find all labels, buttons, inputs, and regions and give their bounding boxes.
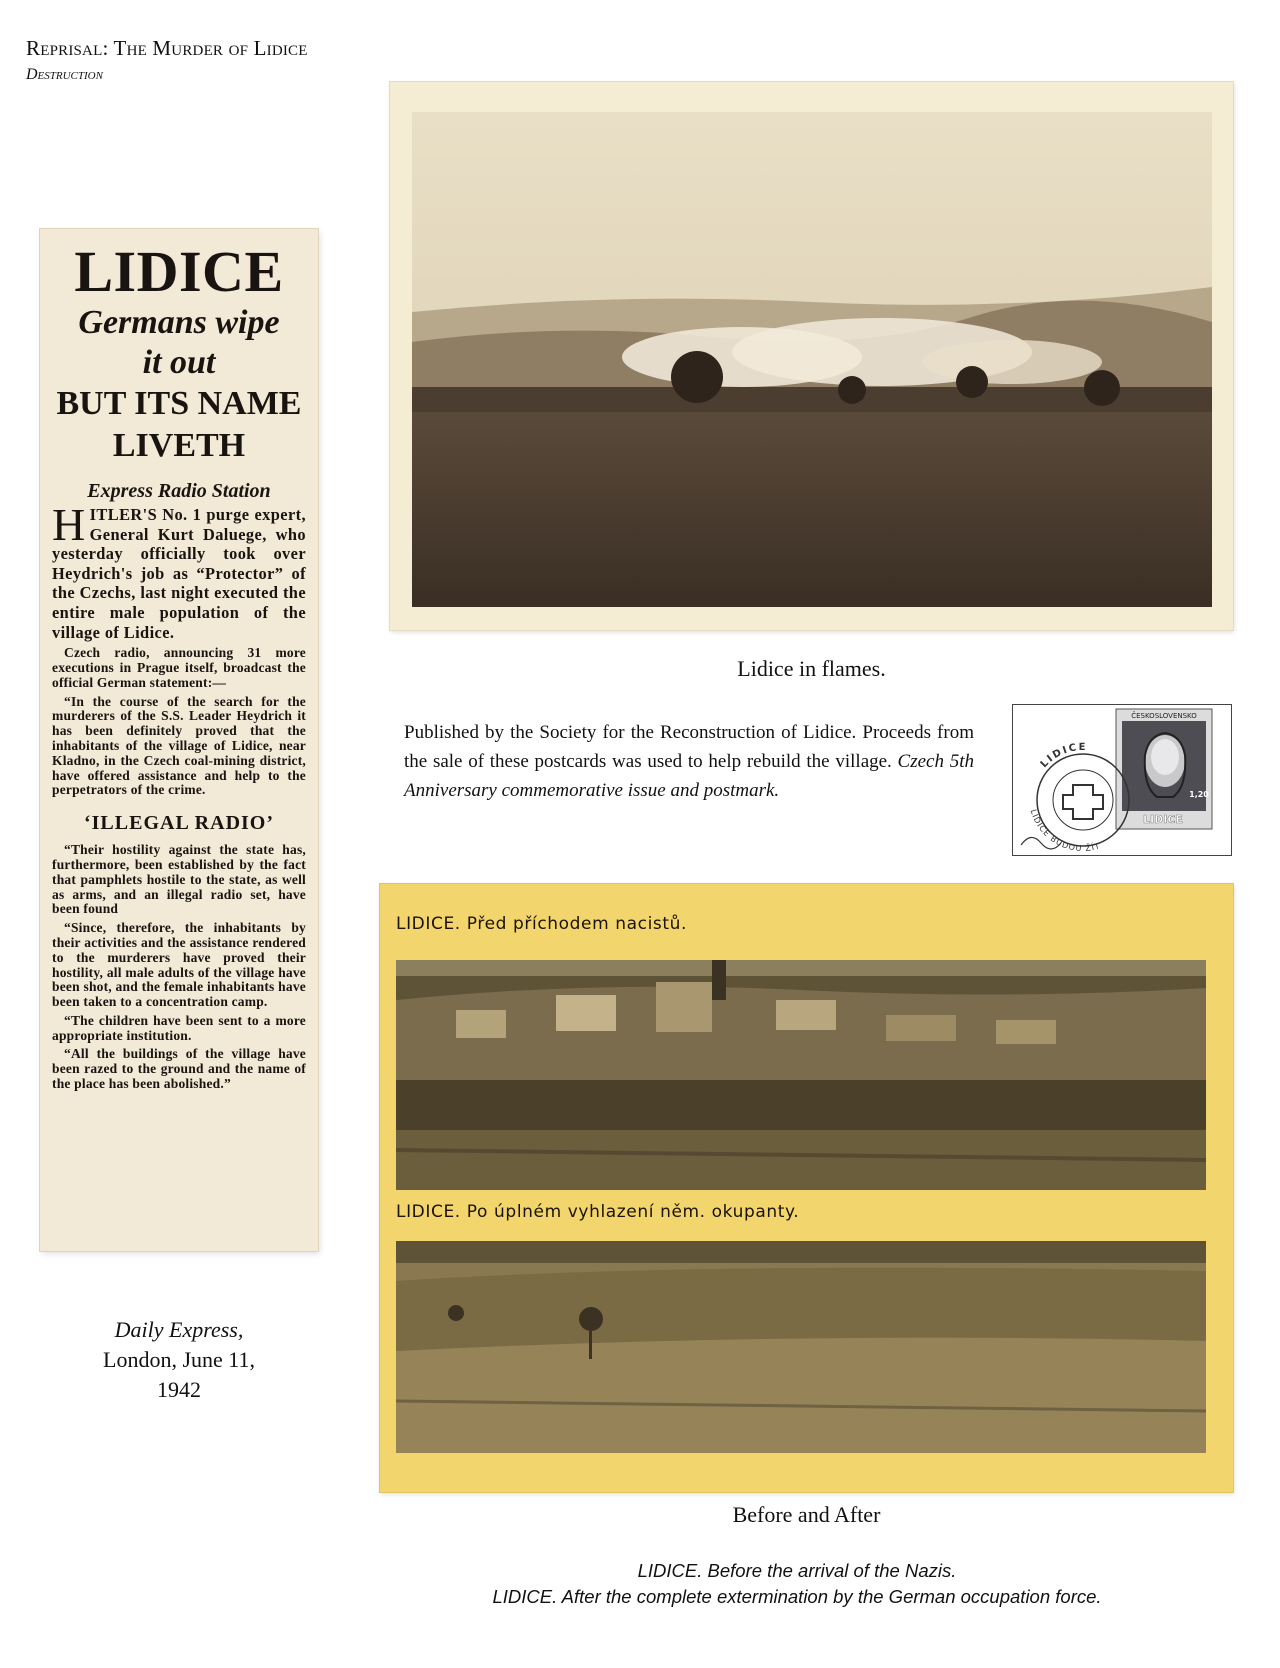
photo-village-before xyxy=(396,960,1206,1190)
postmark-top-text: LIDICE xyxy=(1038,742,1088,771)
postcard-lidice-in-flames xyxy=(390,82,1233,630)
translation-before: LIDICE. Before the arrival of the Nazis. xyxy=(637,1560,957,1581)
stamp-postmark-graphic xyxy=(1013,705,1231,855)
clipping-subhead2-line1: BUT ITS NAME xyxy=(56,385,302,422)
clipping-subhead-line2: it out xyxy=(142,344,216,381)
clipping-paragraph: “Their hostility against the state has, furthermore, been established by the fact that pamphlets hostile to the state, as well as arms, and an illegal radio set, have been found xyxy=(52,842,306,917)
clipping-paragraph: Czech radio, announcing 31 more executions in Prague itself, broadcast the official German statement:— xyxy=(52,645,306,690)
clipping-caption-place: London, June 11, xyxy=(103,1347,255,1372)
svg-text:LIDICE xyxy=(1039,742,1088,770)
clipping-caption-year: 1942 xyxy=(157,1377,201,1402)
clipping-paragraph: “The children have been sent to a more appropriate institution. xyxy=(52,1012,306,1043)
postcard2-label-before: LIDICE. Před příchodem nacistů. xyxy=(396,914,688,934)
clipping-subhead2-line2: LIVETH xyxy=(112,427,246,464)
clipping-paragraph: “Since, therefore, the inhabitants by their activities and the assistance rendered to the murderers have proved their hostility, all male adults of the village have been shot, and the female inhabitants have been taken to a concentration camp. xyxy=(52,920,306,1010)
postcard-before-and-after xyxy=(380,884,1233,1492)
publication-note xyxy=(404,718,974,805)
postmark-cross-icon xyxy=(1063,785,1103,819)
translation-after: LIDICE. After the complete extermination by the German occupation force. xyxy=(492,1586,1102,1607)
photo-village-after xyxy=(396,1241,1206,1453)
clipping-lead-paragraph: HITLER'S No. 1 purge expert, General Kurt Daluege, who yesterday officially took over Heydrich's job as “Protector” of the Czechs, last night executed the entire male population of the village of Lidice. xyxy=(52,499,306,642)
postcard2-caption: Before and After xyxy=(732,1502,881,1527)
clipping-paragraph: “All the buildings of the village have been razed to the ground and the name of the place has been abolished.” xyxy=(52,1046,306,1092)
clipping-subheading: ‘ILLEGAL RADIO’ xyxy=(83,812,275,835)
postcard2-label-after: LIDICE. Po úplném vyhlazení něm. okupanty. xyxy=(396,1202,800,1222)
stamp-country: ČESKOSLOVENSKO xyxy=(1131,712,1197,720)
stamp-name: LIDICE xyxy=(1143,813,1183,826)
clipping-byline: Express Radio Station xyxy=(87,480,271,502)
stamp-value: 1,20 xyxy=(1189,790,1209,799)
postcard1-caption: Lidice in flames. xyxy=(737,656,886,681)
publication-note-text: Published by the Society for the Reconstruction of Lidice. Proceeds from the sale of these postcards was used to help rebuild the village. xyxy=(404,722,974,772)
newspaper-clipping xyxy=(40,229,318,1251)
clipping-caption-source: Daily Express, xyxy=(114,1317,244,1342)
postmark-bottom-text: LIDICE BUDOU ŽÍT xyxy=(1028,808,1102,854)
stamp-and-postmark xyxy=(1012,704,1232,856)
page-subtitle: Destruction xyxy=(26,66,103,83)
clipping-subhead-line1: Germans wipe xyxy=(78,304,280,341)
clipping-caption xyxy=(40,1315,318,1405)
clipping-headline: LIDICE xyxy=(74,239,284,304)
publication-note-italic: Czech 5th Anniversary commemorative issue and postmark. xyxy=(404,751,974,801)
page-title: Reprisal: The Murder of Lidice xyxy=(26,36,308,60)
photo-village-burning xyxy=(412,112,1212,607)
clipping-paragraph: “In the course of the search for the murderers of the S.S. Leader Heydrich it has been definitely proved that the inhabitants of the village of Lidice, near Kladno, in the Czech coal-mining district, have offered assistance and help to the perpetrators of the crime. xyxy=(52,693,306,798)
